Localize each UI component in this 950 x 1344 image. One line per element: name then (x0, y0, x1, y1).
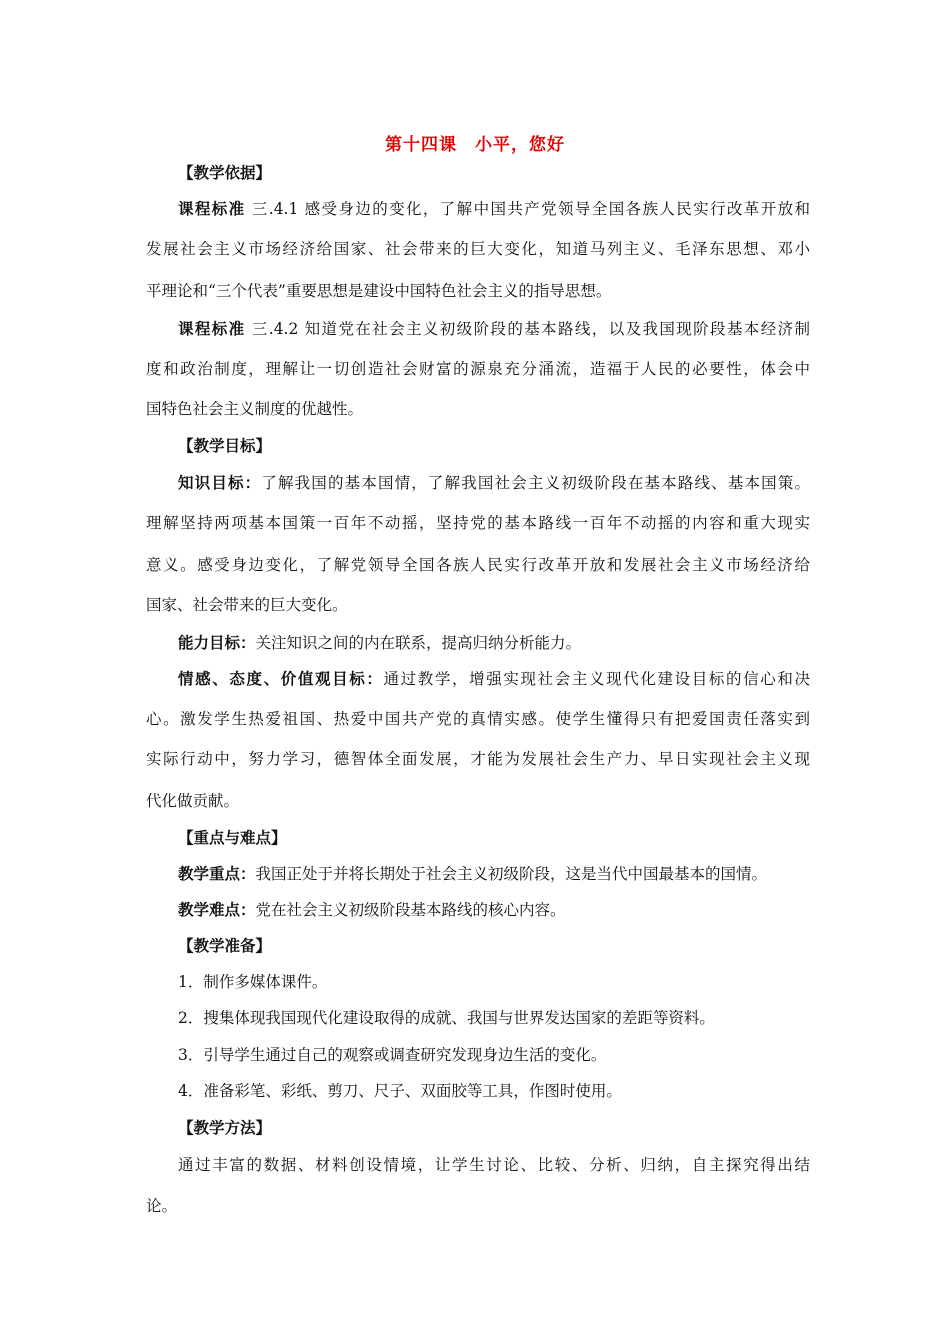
goals-emotion-line-3: 实际行动中，努力学习，德智体全面发展，才能为发展社会生产力、早日实现社会主义现 (146, 750, 810, 768)
goals-knowledge-line-4: 国家、社会带来的巨大变化。 (146, 596, 348, 614)
ability-label: 能力目标： (178, 633, 256, 652)
section-heading-goals: 【教学目标】 (178, 436, 272, 455)
basis-p1-line-2: 发展社会主义市场经济给国家、社会带来的巨大变化，知道马列主义、毛泽东思想、邓小 (146, 240, 810, 258)
difficulty-label: 教学难点： (178, 900, 256, 919)
goals-emotion-line-4: 代化做贡献。 (146, 792, 240, 810)
methods-line-2: 论。 (146, 1197, 178, 1215)
basis-p2-line-2: 度和政治制度，理解让一切创造社会财富的源泉充分涌流，造福于人民的必要性，体会中 (146, 360, 810, 378)
basis-p2-line-1: 课程标准 三.4.2 知道党在社会主义初级阶段的基本路线，以及我国现阶段基本经济制 (178, 319, 810, 338)
section-heading-preparation: 【教学准备】 (178, 936, 272, 955)
preparation-item-1: 1．制作多媒体课件。 (178, 973, 328, 991)
section-heading-key-points: 【重点与难点】 (178, 828, 287, 847)
preparation-item-3: 3．引导学生通过自己的观察或调查研究发现身边生活的变化。 (178, 1046, 607, 1064)
basis-p2-line-3: 国特色社会主义制度的优越性。 (146, 400, 364, 418)
goals-emotion-line-1: 情感、态度、价值观目标：通过教学，增强实现社会主义现代化建设目标的信心和决 (178, 669, 810, 688)
lesson-title: 第十四课 小平，您好 (385, 135, 565, 155)
section-heading-methods: 【教学方法】 (178, 1118, 272, 1137)
basis-p1-line-1: 课程标准 三.4.1 感受身边的变化，了解中国共产党领导全国各族人民实行改革开放和 (178, 199, 810, 218)
goals-knowledge-line-2: 理解坚持两项基本国策一百年不动摇，坚持党的基本路线一百年不动摇的内容和重大现实 (146, 514, 810, 532)
basis-p1-label: 课程标准 (178, 199, 246, 218)
goals-knowledge-line-1: 知识目标：了解我国的基本国情，了解我国社会主义初级阶段在基本路线、基本国策。 (178, 473, 810, 492)
basis-p1-line-3: 平理论和“三个代表”重要思想是建设中国特色社会主义的指导思想。 (146, 282, 612, 300)
focus-label: 教学重点： (178, 864, 256, 883)
basis-p2-label: 课程标准 (178, 319, 246, 338)
goals-knowledge-line-3: 意义。感受身边变化，了解党领导全国各族人民实行改革开放和发展社会主义市场经济给 (146, 556, 810, 574)
preparation-item-2: 2．搜集体现我国现代化建设取得的成就、我国与世界发达国家的差距等资料。 (178, 1009, 715, 1027)
methods-line-1: 通过丰富的数据、材料创设情境，让学生讨论、比较、分析、归纳，自主探究得出结 (178, 1156, 810, 1174)
section-heading-basis: 【教学依据】 (178, 163, 272, 182)
emotion-label: 情感、态度、价值观目标： (178, 669, 384, 688)
key-points-focus-line: 教学重点：我国正处于并将长期处于社会主义初级阶段，这是当代中国最基本的国情。 (178, 864, 768, 883)
preparation-item-4: 4．准备彩笔、彩纸、剪刀、尺子、双面胶等工具，作图时使用。 (178, 1082, 622, 1100)
key-points-difficulty-line: 教学难点：党在社会主义初级阶段基本路线的核心内容。 (178, 900, 566, 919)
knowledge-label: 知识目标： (178, 473, 262, 492)
goals-emotion-line-2: 心。激发学生热爱祖国、热爱中国共产党的真情实感。使学生懂得只有把爱国责任落实到 (146, 710, 810, 728)
goals-ability-line: 能力目标：关注知识之间的内在联系，提高归纳分析能力。 (178, 633, 582, 652)
